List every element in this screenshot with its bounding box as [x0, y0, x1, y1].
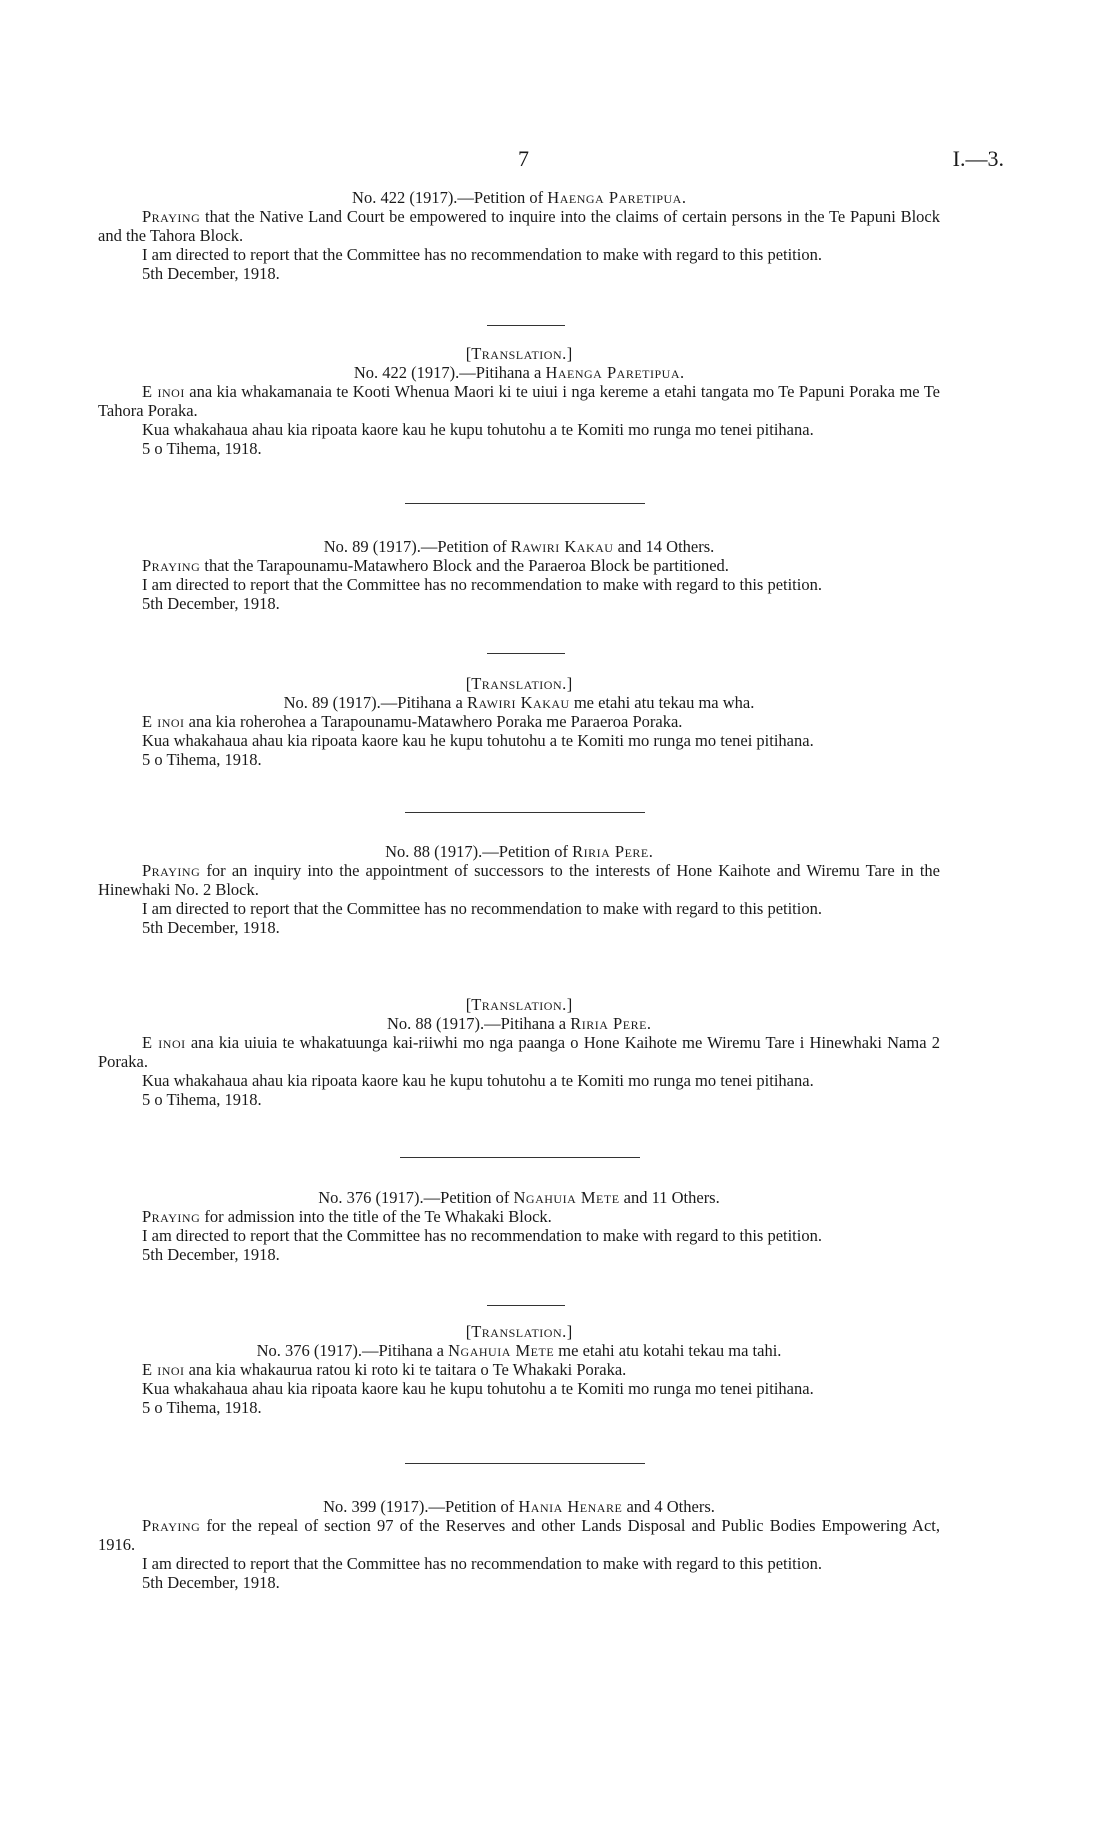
report-paragraph: I am directed to report that the Committee has no recommendation to make with regard to this petition. — [142, 1554, 822, 1573]
petition-heading: No. 422 (1917).—Petition of Haenga Paretipua. — [352, 188, 686, 207]
petition-399 — [98, 1497, 940, 1592]
petitioner-name: Ngahuia Mete — [513, 1188, 620, 1207]
translation-heading: No. 376 (1917).—Pitihana a Ngahuia Mete me etahi atu kotahi tekau ma tahi. — [256, 1341, 782, 1360]
translation-label: [Translation.] — [465, 674, 573, 693]
divider-long — [405, 812, 645, 813]
divider-long — [405, 1463, 645, 1464]
translation-89 — [98, 674, 940, 769]
translation-heading: No. 89 (1917).—Pitihana a Rawiri Kakau me etahi atu tekau ma wha. — [283, 693, 755, 712]
petition-heading: No. 88 (1917).—Petition of Riria Pere. — [385, 842, 653, 861]
divider-short — [487, 653, 565, 654]
praying-paragraph: Praying that the Native Land Court be empowered to inquire into the claims of certain persons in the Te Papuni Block and the Tahora Block. — [98, 207, 940, 245]
translation-report: Kua whakahaua ahau kia ripoata kaore kau he kupu tohutohu a te Komiti mo runga mo tenei pitihana. — [142, 1071, 814, 1090]
translation-prayer: E inoi ana kia uiuia te whakatuunga kai-riiwhi mo nga paanga o Hone Kaihote me Wiremu Tare i Hinewhaki Nama 2 Poraka. — [98, 1033, 940, 1071]
petition-88 — [98, 842, 940, 937]
praying-paragraph: Praying that the Tarapounamu-Matawhero Block and the Paraeroa Block be partitioned. — [142, 556, 729, 575]
petition-heading: No. 399 (1917).—Petition of Hania Henare and 4 Others. — [323, 1497, 715, 1516]
report-paragraph: I am directed to report that the Committee has no recommendation to make with regard to this petition. — [142, 575, 822, 594]
report-date: 5th December, 1918. — [142, 1573, 280, 1592]
translation-date: 5 o Tihema, 1918. — [142, 1398, 262, 1417]
petition-heading: No. 376 (1917).—Petition of Ngahuia Mete and 11 Others. — [318, 1188, 720, 1207]
translation-prayer: E inoi ana kia roherohea a Tarapounamu-Matawhero Poraka me Paraeroa Poraka. — [142, 712, 683, 731]
petitioner-name: Riria Pere — [572, 842, 649, 861]
translation-label: [Translation.] — [465, 344, 573, 363]
translation-report: Kua whakahaua ahau kia ripoata kaore kau he kupu tohutohu a te Komiti mo runga mo tenei pitihana. — [142, 1379, 814, 1398]
praying-paragraph: Praying for the repeal of section 97 of the Reserves and other Lands Disposal and Public Bodies Empowering Act, 1916. — [98, 1516, 940, 1554]
report-date: 5th December, 1918. — [142, 264, 280, 283]
praying-paragraph: Praying for an inquiry into the appointment of successors to the interests of Hone Kaihote and Wiremu Tare in the Hinewhaki No. 2 Block. — [98, 861, 940, 899]
petitioner-name: Rawiri Kakau — [510, 537, 614, 556]
translation-label: [Translation.] — [465, 995, 573, 1014]
report-paragraph: I am directed to report that the Committee has no recommendation to make with regard to this petition. — [142, 1226, 822, 1245]
report-date: 5th December, 1918. — [142, 918, 280, 937]
translation-prayer: E inoi ana kia whakamanaia te Kooti Whenua Maori ki te uiui i nga kereme a etahi tangata mo Te Papuni Poraka me Te Tahora Poraka. — [98, 382, 940, 420]
divider-short — [487, 1305, 565, 1306]
divider-long — [400, 1157, 640, 1158]
report-paragraph: I am directed to report that the Committee has no recommendation to make with regard to this petition. — [142, 245, 822, 264]
report-date: 5th December, 1918. — [142, 1245, 280, 1264]
translation-date: 5 o Tihema, 1918. — [142, 1090, 262, 1109]
petition-376 — [98, 1188, 940, 1264]
translation-date: 5 o Tihema, 1918. — [142, 750, 262, 769]
report-paragraph: I am directed to report that the Committee has no recommendation to make with regard to this petition. — [142, 899, 822, 918]
translation-422 — [98, 344, 940, 458]
translation-heading: No. 88 (1917).—Pitihana a Riria Pere. — [386, 1014, 652, 1033]
paper-reference: I.—3. — [952, 146, 1004, 171]
divider-long — [405, 503, 645, 504]
translation-report: Kua whakahaua ahau kia ripoata kaore kau he kupu tohutohu a te Komiti mo runga mo tenei pitihana. — [142, 731, 814, 750]
petition-heading: No. 89 (1917).—Petition of Rawiri Kakau and 14 Others. — [323, 537, 715, 556]
translation-report: Kua whakahaua ahau kia ripoata kaore kau he kupu tohutohu a te Komiti mo runga mo tenei pitihana. — [142, 420, 814, 439]
report-date: 5th December, 1918. — [142, 594, 280, 613]
translation-date: 5 o Tihema, 1918. — [142, 439, 262, 458]
translation-label: [Translation.] — [465, 1322, 573, 1341]
translation-376 — [98, 1322, 940, 1417]
praying-paragraph: Praying for admission into the title of the Te Whakaki Block. — [142, 1207, 552, 1226]
petition-422 — [98, 188, 940, 283]
translation-88 — [98, 995, 940, 1109]
translation-heading: No. 422 (1917).—Pitihana a Haenga Paretipua. — [353, 363, 685, 382]
translation-prayer: E inoi ana kia whakaurua ratou ki roto ki te taitara o Te Whakaki Poraka. — [142, 1360, 627, 1379]
petitioner-name: Haenga Paretipua — [547, 188, 682, 207]
divider-short — [487, 325, 565, 326]
petitioner-name: Hania Henare — [518, 1497, 623, 1516]
petition-89 — [98, 537, 940, 613]
page-number: 7 — [518, 146, 529, 171]
